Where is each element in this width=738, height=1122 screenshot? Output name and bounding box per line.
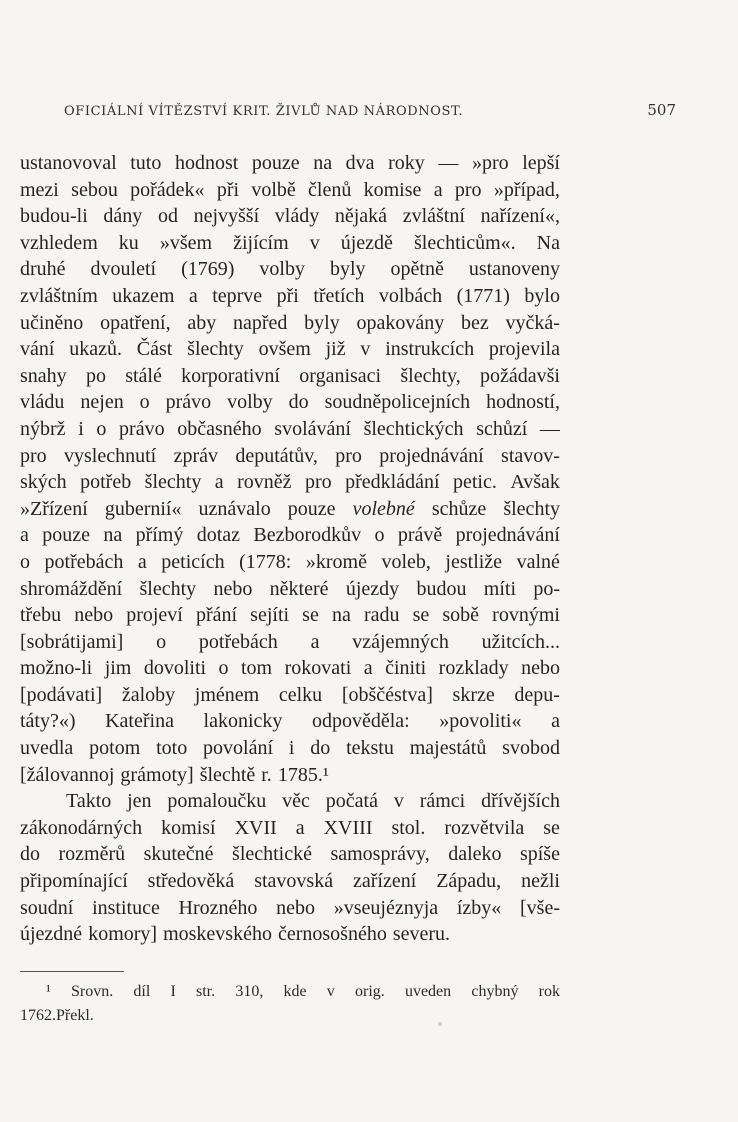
word: nebo xyxy=(74,604,114,627)
page-number: 507 xyxy=(647,101,676,119)
word: byly xyxy=(304,311,340,334)
word: užitcích... xyxy=(481,630,560,653)
word: třetích xyxy=(313,284,365,307)
word: Kateřina xyxy=(105,710,174,733)
text-line xyxy=(20,655,560,682)
word xyxy=(353,496,415,523)
word: kde xyxy=(283,983,307,1000)
word: tuto xyxy=(130,152,162,174)
word: grámoty] xyxy=(120,763,194,786)
running-title: OFICIÁLNÍ VÍTĚZSTVÍ KRIT. ŽIVLŮ NAD NÁRODNOST. xyxy=(64,104,464,119)
word: roky xyxy=(388,152,425,174)
word: jménem xyxy=(194,683,260,706)
text-line xyxy=(20,177,560,204)
footnote-line xyxy=(20,980,560,1004)
word: v xyxy=(309,231,320,254)
word: nýbrž xyxy=(20,417,66,440)
text-line xyxy=(20,469,560,496)
word: a xyxy=(188,284,198,307)
word: volbě xyxy=(251,178,296,201)
word: členů xyxy=(308,178,352,201)
word: se xyxy=(543,816,560,839)
word: spíše xyxy=(519,843,560,866)
word: skutečné xyxy=(143,843,214,866)
word: zvláštní xyxy=(402,205,465,228)
word: stavovská xyxy=(254,870,334,893)
word: opakovány xyxy=(356,311,445,334)
word: druhé xyxy=(20,258,66,281)
text-line xyxy=(20,629,560,656)
word: o xyxy=(218,657,229,680)
word: újezdy xyxy=(345,577,400,600)
word: šlechtě xyxy=(199,763,256,786)
word: sejíti xyxy=(250,604,290,627)
word: táty?«) xyxy=(20,710,76,733)
word: »vseujéznyja xyxy=(333,896,439,919)
word: dány xyxy=(103,205,143,228)
word: daleko xyxy=(448,843,502,866)
word: ízby« xyxy=(456,896,502,919)
word: po- xyxy=(533,577,560,600)
word: zvláštním xyxy=(20,284,98,307)
word: černosošného xyxy=(277,923,387,946)
word: volbách xyxy=(378,284,443,307)
word: se xyxy=(302,604,319,627)
word: a xyxy=(363,657,373,680)
text-line xyxy=(20,203,560,230)
word: aby xyxy=(187,311,217,334)
word: Avšak xyxy=(510,471,560,494)
footnote-divider xyxy=(20,971,124,972)
word: a xyxy=(433,178,443,201)
word: instituce xyxy=(92,896,160,919)
word: již xyxy=(325,338,346,361)
word: při xyxy=(216,178,240,201)
word: a xyxy=(20,524,29,547)
word: Srovn. xyxy=(70,983,114,1000)
word: teprve xyxy=(212,284,263,307)
text-line xyxy=(20,682,560,709)
word: XVII xyxy=(234,816,277,839)
word: byly xyxy=(329,258,366,281)
word: svobod xyxy=(502,737,560,760)
word: rozměrů xyxy=(58,843,126,866)
word: — xyxy=(438,152,459,174)
word: Západu, xyxy=(436,870,502,893)
word: některé xyxy=(269,577,329,600)
word: peticích xyxy=(161,550,225,573)
word: [sobrátijami] xyxy=(20,630,124,653)
word: Část xyxy=(136,338,173,361)
word: občasného xyxy=(177,417,262,440)
word: a xyxy=(214,471,224,494)
word: Takto xyxy=(66,790,112,813)
word: ustanoveny xyxy=(468,258,560,281)
word: Bezborodkův xyxy=(253,524,362,547)
word: rovněž xyxy=(237,471,292,494)
word: jestliže xyxy=(445,550,503,573)
word: projednávání xyxy=(455,524,560,547)
word: celku xyxy=(278,683,323,706)
word: potřebách xyxy=(198,630,278,653)
word: »pro xyxy=(471,152,509,174)
word: v xyxy=(360,338,371,361)
word: právě xyxy=(397,524,443,547)
word: pro xyxy=(454,178,482,201)
word: o xyxy=(96,417,107,440)
word: dřívějších xyxy=(481,790,560,813)
word: na xyxy=(331,604,351,627)
text-line xyxy=(20,522,560,549)
word: vzhledem xyxy=(20,231,98,254)
word: nebo xyxy=(521,657,560,680)
word: zařízení xyxy=(353,870,417,893)
word: potřebách xyxy=(44,550,124,573)
word: (1778: xyxy=(239,550,292,573)
word: v xyxy=(326,983,335,1000)
footnote xyxy=(20,980,560,1028)
text-line xyxy=(20,735,560,762)
word: přímý xyxy=(135,524,184,547)
word: XVIII xyxy=(323,816,373,839)
text-line xyxy=(20,708,560,735)
word: »povoliti« xyxy=(439,710,522,733)
text-line xyxy=(20,256,560,283)
word: na xyxy=(313,152,333,174)
word: počatá xyxy=(325,790,378,813)
word: při xyxy=(276,284,299,307)
word: severu. xyxy=(392,923,451,946)
word: možno-li xyxy=(20,657,93,680)
word: komisí xyxy=(161,816,216,839)
word: šlechty xyxy=(503,497,560,520)
word: míti xyxy=(483,577,517,600)
word: sobě xyxy=(442,604,480,627)
word: a xyxy=(137,550,147,573)
word: nebo xyxy=(213,577,253,600)
word: o xyxy=(374,524,385,547)
word: hodnost xyxy=(174,152,239,174)
word: i xyxy=(288,737,295,760)
text-line xyxy=(20,443,560,470)
word: budou-li xyxy=(20,205,88,228)
word: odpověděla: xyxy=(311,710,410,733)
word: rovnými xyxy=(492,604,560,627)
word: komise xyxy=(363,178,422,201)
word: třebu xyxy=(20,604,62,627)
text-line xyxy=(20,788,560,815)
word: nebo xyxy=(276,896,316,919)
word: [obščéstva] xyxy=(341,683,433,706)
text-line xyxy=(20,336,560,363)
word: pro xyxy=(335,444,362,467)
word: radu xyxy=(363,604,400,627)
text-line xyxy=(20,762,560,789)
word: šlechticům«. xyxy=(413,231,516,254)
word: ovšem xyxy=(258,338,311,361)
word: samosprávy, xyxy=(330,843,430,866)
word: projevila xyxy=(488,338,560,361)
text-line xyxy=(20,815,560,842)
word: valné xyxy=(516,550,560,573)
word: šlechty xyxy=(187,338,244,361)
word: instrukcích xyxy=(385,338,475,361)
italic-word: volebné xyxy=(352,497,415,520)
word: přání xyxy=(195,604,238,627)
word: zpráv xyxy=(173,444,218,467)
word: připomínající xyxy=(20,870,128,893)
word: sebou xyxy=(71,178,118,201)
word: tom xyxy=(241,657,273,680)
word: volby xyxy=(259,258,305,281)
word: »kromě xyxy=(305,550,367,573)
word: potom xyxy=(89,737,141,760)
word: díl xyxy=(133,983,151,1000)
word: újezdné xyxy=(20,923,83,946)
word: do xyxy=(310,737,331,760)
word: pouze xyxy=(42,524,90,547)
word: a xyxy=(295,816,305,839)
running-header xyxy=(64,101,676,125)
word: do xyxy=(20,843,40,866)
word: opatření, xyxy=(100,311,171,334)
word: potřeb xyxy=(80,471,132,494)
word: Na xyxy=(536,231,560,254)
text-line xyxy=(20,921,560,948)
word: rok xyxy=(538,983,560,1000)
word: opětně xyxy=(390,258,444,281)
word: povolání xyxy=(203,737,274,760)
text-line xyxy=(20,602,560,629)
word: šlechty xyxy=(139,577,197,600)
word: majestátů xyxy=(409,737,487,760)
word: rámci xyxy=(419,790,466,813)
word: po xyxy=(85,364,106,387)
paper-speck xyxy=(438,1022,442,1026)
word: lepší xyxy=(522,152,560,174)
text-line xyxy=(20,576,560,603)
word: uznávalo xyxy=(198,497,271,520)
word: vyslechnutí xyxy=(64,444,157,467)
word: [podávati] xyxy=(20,683,103,706)
word: gubernií« xyxy=(104,497,182,520)
word: a xyxy=(310,630,320,653)
word: uveden xyxy=(404,983,452,1000)
word: vyčká- xyxy=(505,311,560,334)
word: ustanovoval xyxy=(20,152,117,174)
word: petic. xyxy=(452,471,497,494)
word: stálé xyxy=(125,364,162,387)
word: chybný xyxy=(471,983,519,1000)
word: svolávání xyxy=(274,417,351,440)
word: jen xyxy=(127,790,152,813)
word: učiněno xyxy=(20,311,84,334)
word: tekstu xyxy=(346,737,394,760)
text-line xyxy=(20,549,560,576)
word: toto xyxy=(156,737,188,760)
word: ukazem xyxy=(112,284,175,307)
word: o xyxy=(20,550,30,573)
word: shromáždění xyxy=(20,577,123,600)
word: 1762. xyxy=(20,1007,56,1024)
word: bylo xyxy=(524,284,560,307)
word: dotaz xyxy=(196,524,241,547)
text-line xyxy=(20,389,560,416)
word: bez xyxy=(460,311,489,334)
word: středověká xyxy=(147,870,235,893)
word: vání xyxy=(20,338,55,361)
word: depu- xyxy=(514,683,560,706)
word: na xyxy=(103,524,123,547)
word: volby xyxy=(227,391,273,414)
word: skrze xyxy=(452,683,495,706)
word: projednávání xyxy=(379,444,484,467)
word: pro xyxy=(305,471,332,494)
word: do xyxy=(288,391,309,414)
word: »všem xyxy=(159,231,213,254)
word: žaloby xyxy=(121,683,176,706)
word: pouze xyxy=(251,152,300,174)
word: organisaci xyxy=(299,364,382,387)
word: šlechty, xyxy=(400,364,461,387)
word: šlechty xyxy=(144,471,202,494)
word: nežli xyxy=(521,870,560,893)
word: o xyxy=(156,630,167,653)
word: od xyxy=(157,205,178,228)
text-line xyxy=(20,363,560,390)
word: pomaloučku xyxy=(167,790,267,813)
word: hodností, xyxy=(486,391,560,414)
word: nejen xyxy=(80,391,124,414)
word: voleb, xyxy=(381,550,431,573)
word: [žálovannoj xyxy=(20,763,115,786)
word: lakonicky xyxy=(203,710,283,733)
word: 310, xyxy=(235,983,264,1000)
word: rokovati xyxy=(284,657,352,680)
text-line xyxy=(20,868,560,895)
word: ukazů. xyxy=(69,338,122,361)
word: ských xyxy=(20,471,67,494)
word: o xyxy=(139,391,150,414)
word: napřed xyxy=(232,311,288,334)
word: šlechtických xyxy=(363,417,464,440)
word: pro xyxy=(20,444,47,467)
word: Překl. xyxy=(56,1007,94,1024)
word: ku xyxy=(118,231,139,254)
word: dva xyxy=(345,152,375,174)
word: vládu xyxy=(20,391,65,414)
word: (1771) xyxy=(456,284,510,307)
word: schůze xyxy=(431,497,487,520)
word: nejvyšší xyxy=(193,205,260,228)
word: — xyxy=(539,417,560,440)
word: pouze xyxy=(287,497,336,520)
word: r. xyxy=(261,763,272,786)
text-line xyxy=(20,841,560,868)
word: požádavši xyxy=(479,364,560,387)
word: »Zřízení xyxy=(20,497,88,520)
word: rozklady xyxy=(438,657,509,680)
word: vzájemných xyxy=(352,630,449,653)
word: korporativní xyxy=(181,364,280,387)
word: str. xyxy=(196,983,216,1000)
word: I xyxy=(170,983,176,1000)
word: žijícím xyxy=(233,231,289,254)
word: dovoliti xyxy=(143,657,207,680)
word: pořádek« xyxy=(130,178,205,201)
word: schůzí xyxy=(476,417,528,440)
text-line xyxy=(20,150,560,177)
word: předkládání xyxy=(345,471,440,494)
word: orig. xyxy=(354,983,385,1000)
word: nějaká xyxy=(334,205,388,228)
word: a xyxy=(551,710,560,733)
word: rozvětvila xyxy=(444,816,525,839)
word: ¹ xyxy=(46,983,51,1000)
word: věc xyxy=(282,790,310,813)
word: i xyxy=(78,417,84,440)
footnote-line xyxy=(20,1004,560,1028)
word: soudní xyxy=(20,896,74,919)
word: [vše- xyxy=(520,896,560,919)
word: v xyxy=(393,790,404,813)
word: se xyxy=(412,604,430,627)
word: stol. xyxy=(391,816,426,839)
word: uvedla xyxy=(20,737,74,760)
word: deputátův, xyxy=(235,444,318,467)
word: nařízení«, xyxy=(480,205,560,228)
word: újezdě xyxy=(340,231,393,254)
word: dvouletí xyxy=(90,258,157,281)
text-line xyxy=(20,283,560,310)
text-line xyxy=(20,416,560,443)
body-text xyxy=(20,150,560,948)
word: moskevského xyxy=(163,923,272,946)
word: šlechtické xyxy=(232,843,312,866)
word: projeví xyxy=(126,604,183,627)
word: »případ, xyxy=(493,178,560,201)
text-line xyxy=(20,895,560,922)
word: 1785.¹ xyxy=(277,763,329,786)
text-line xyxy=(20,496,560,523)
word: vlády xyxy=(274,205,320,228)
word: zákonodárných xyxy=(20,816,143,839)
word: (1769) xyxy=(181,258,235,281)
word: budou xyxy=(416,577,467,600)
text-line xyxy=(20,230,560,257)
word: soudněpolicejních xyxy=(324,391,471,414)
word: Hrozného xyxy=(178,896,258,919)
word: právo xyxy=(119,417,165,440)
word: mezi xyxy=(20,178,59,201)
word: činiti xyxy=(385,657,427,680)
word: jim xyxy=(104,657,132,680)
word: komory] xyxy=(88,923,158,946)
word: stavov- xyxy=(501,444,560,467)
text-line xyxy=(20,310,560,337)
word: snahy xyxy=(20,364,67,387)
word: právo xyxy=(165,391,212,414)
